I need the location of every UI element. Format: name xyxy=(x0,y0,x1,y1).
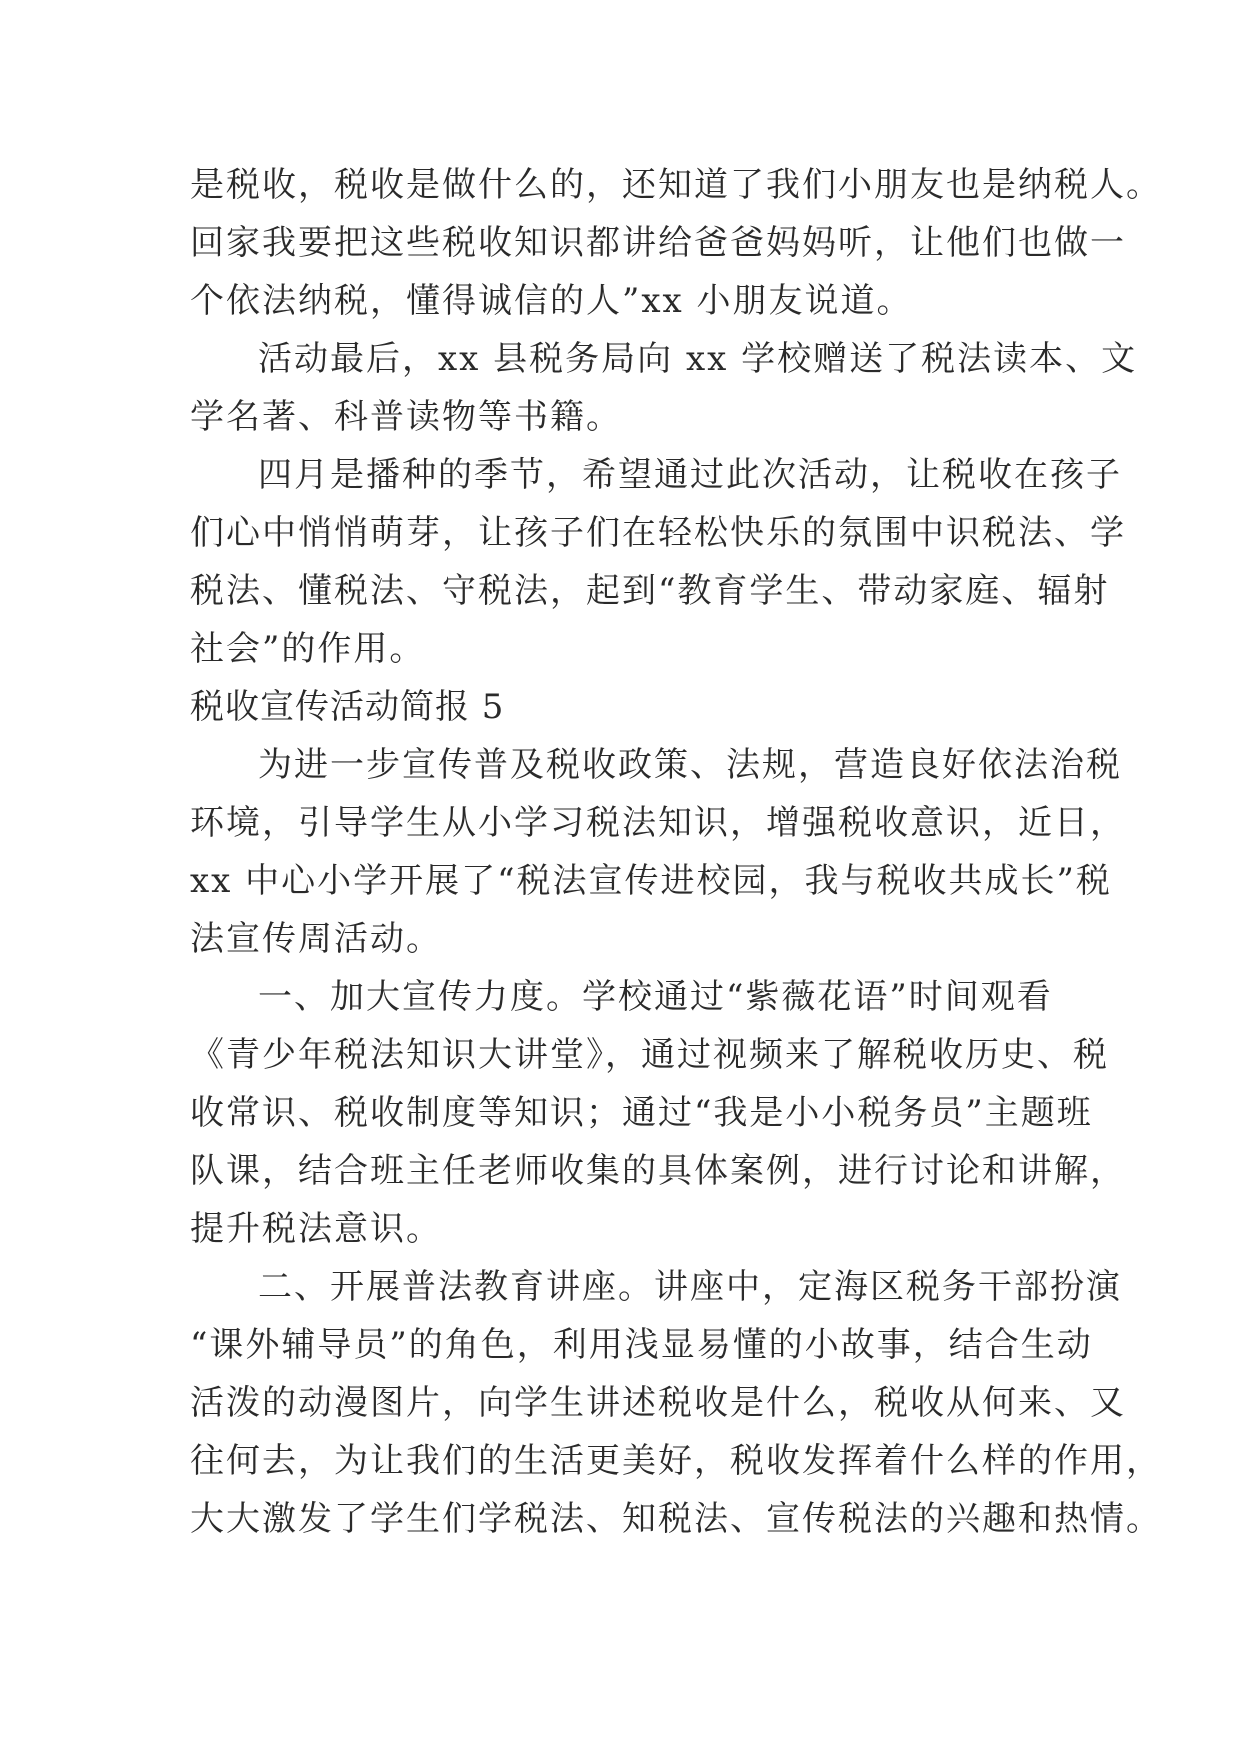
text-line: 环境，引导学生从小学习税法知识，增强税收意识，近日， xyxy=(190,803,1126,843)
text-line: 法宣传周活动。 xyxy=(190,919,442,959)
text-line: 《青少年税法知识大讲堂》，通过视频来了解税收历史、税 xyxy=(190,1035,1109,1075)
text-line: 队课，结合班主任老师收集的具体案例，进行讨论和讲解， xyxy=(190,1151,1126,1191)
document-body xyxy=(190,156,1162,1548)
text-line: 学名著、科普读物等书籍。 xyxy=(190,397,622,437)
text-line: 往何去，为让我们的生活更美好，税收发挥着什么样的作用， xyxy=(190,1441,1162,1481)
section-title: 税收宣传活动简报 5 xyxy=(190,687,505,727)
text-line: 们心中悄悄萌芽，让孩子们在轻松快乐的氛围中识税法、学 xyxy=(190,513,1126,553)
paragraph-first-line: 一、加大宣传力度。学校通过“紫薇花语”时间观看 xyxy=(258,977,1053,1017)
paragraph-first-line: 为进一步宣传普及税收政策、法规，营造良好依法治税 xyxy=(258,745,1122,785)
text-line: xx 中心小学开展了“税法宣传进校园，我与税收共成长”税 xyxy=(190,861,1112,901)
text-line: 税法、懂税法、守税法，起到“教育学生、带动家庭、辐射 xyxy=(190,571,1110,611)
text-line: 个依法纳税，懂得诚信的人”xx 小朋友说道。 xyxy=(190,281,913,321)
text-line: 收常识、税收制度等知识；通过“我是小小税务员”主题班 xyxy=(190,1093,1093,1133)
text-line: 大大激发了学生们学税法、知税法、宣传税法的兴趣和热情。 xyxy=(190,1499,1162,1539)
text-line: 社会”的作用。 xyxy=(190,629,426,669)
text-line: 是税收，税收是做什么的，还知道了我们小朋友也是纳税人。 xyxy=(190,165,1162,205)
text-line: 回家我要把这些税收知识都讲给爸爸妈妈听，让他们也做一 xyxy=(190,223,1126,263)
paragraph-first-line: 二、开展普法教育讲座。讲座中，定海区税务干部扮演 xyxy=(258,1267,1122,1307)
text-line: 活泼的动漫图片，向学生讲述税收是什么，税收从何来、又 xyxy=(190,1383,1126,1423)
paragraph-first-line: 活动最后，xx 县税务局向 xx 学校赠送了税法读本、文 xyxy=(258,339,1138,379)
text-line: 提升税法意识。 xyxy=(190,1209,442,1249)
text-line: “课外辅导员”的角色，利用浅显易懂的小故事，结合生动 xyxy=(190,1325,1093,1365)
paragraph-first-line: 四月是播种的季节，希望通过此次活动，让税收在孩子 xyxy=(258,455,1122,495)
